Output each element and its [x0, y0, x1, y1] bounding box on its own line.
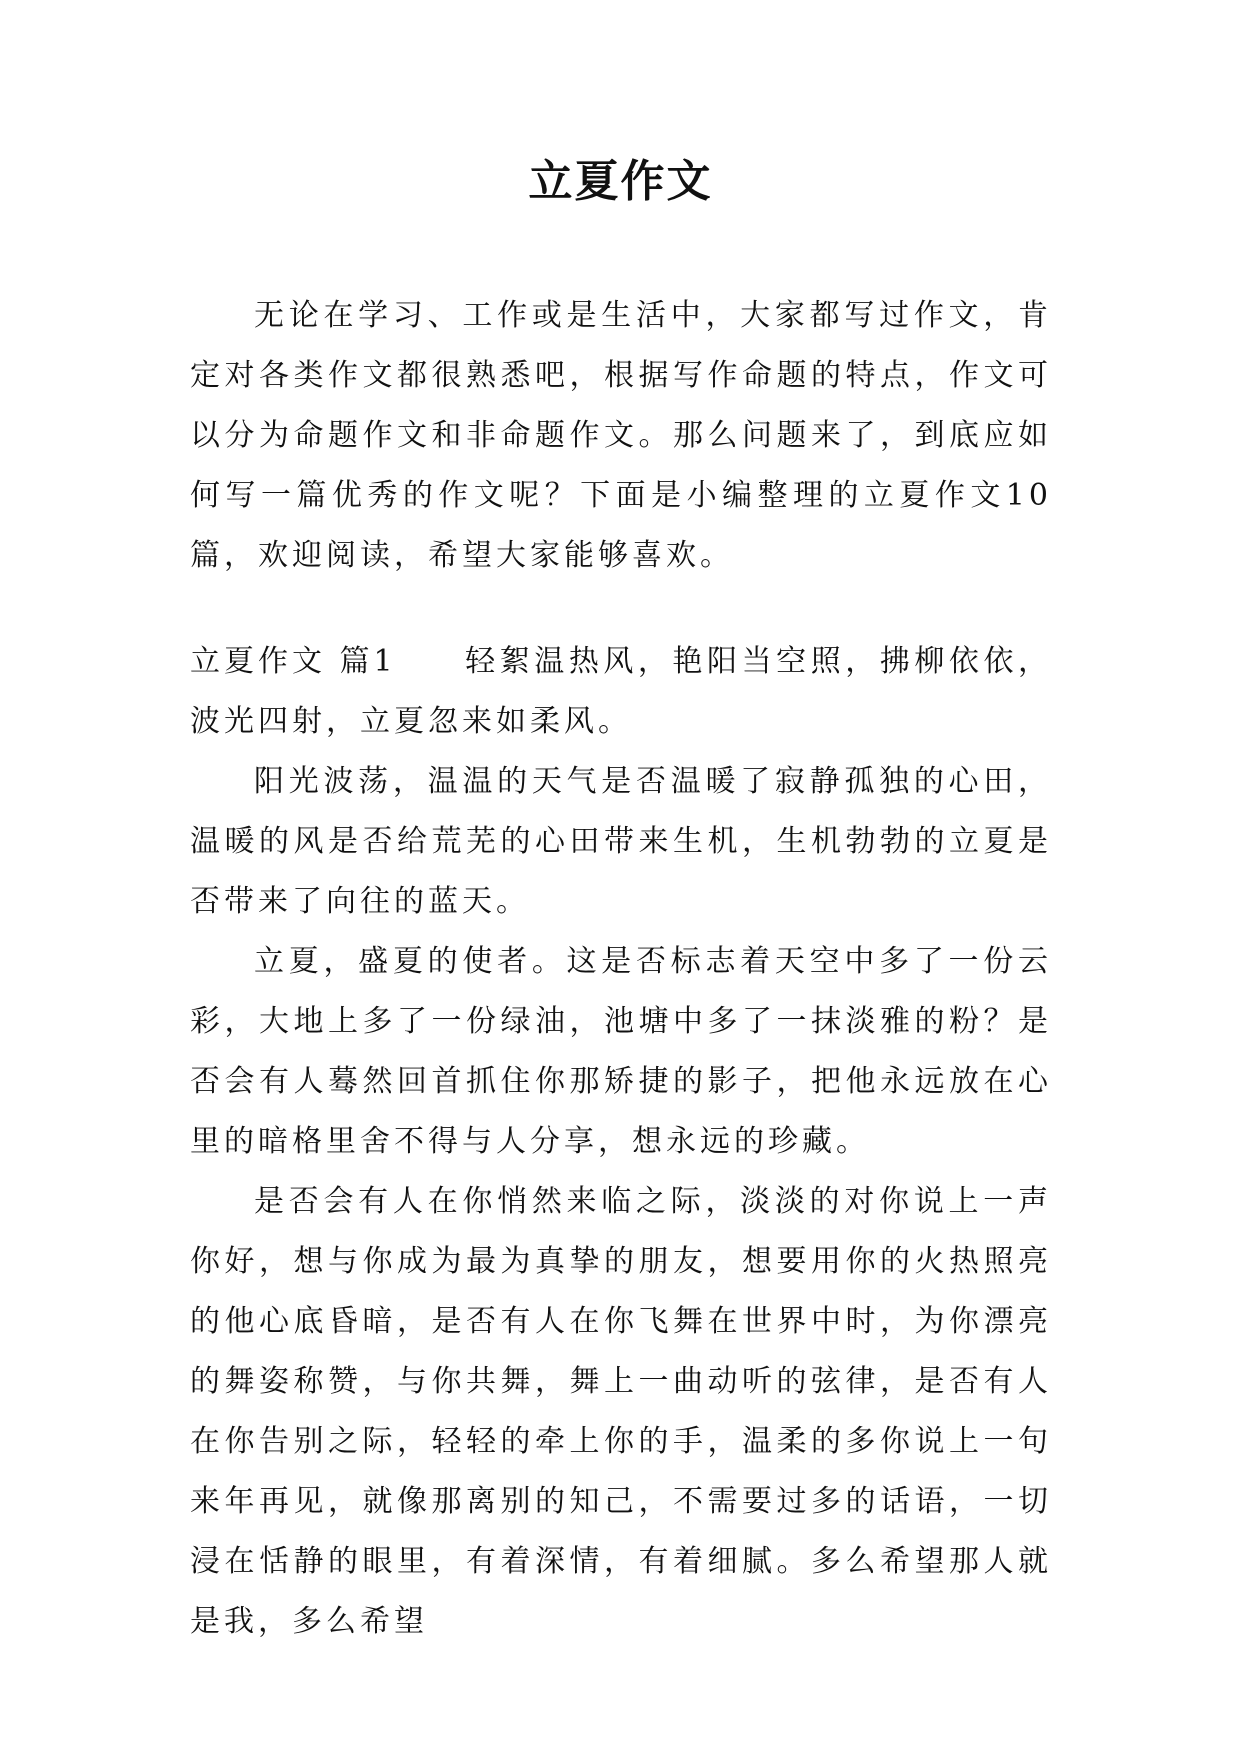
essay-section-1 — [190, 632, 1052, 1652]
essay-paragraph: 立夏，盛夏的使者。这是否标志着天空中多了一份云彩，大地上多了一份绿油，池塘中多了一抹淡雅的粉？是否会有人蓦然回首抓住你那矫捷的影子，把他永远放在心里的暗格里舍不得与人分享，想永远的珍藏。 — [190, 944, 1052, 1159]
essay-first-paragraph — [190, 632, 1052, 752]
essay-paragraph: 阳光波荡，温温的天气是否温暖了寂静孤独的心田，温暖的风是否给荒芜的心田带来生机，生机勃勃的立夏是否带来了向往的蓝天。 — [190, 764, 1052, 919]
essay-heading: 立夏作文 篇1 — [190, 644, 397, 679]
intro-paragraph: 无论在学习、工作或是生活中，大家都写过作文，肯定对各类作文都很熟悉吧，根据写作命题的特点，作文可以分为命题作文和非命题作文。那么问题来了，到底应如何写一篇优秀的作文呢？下面是小编整理的立夏作文10篇，欢迎阅读，希望大家能够喜欢。 — [190, 298, 1052, 573]
intro-section — [190, 286, 1052, 586]
document-title: 立夏作文 — [528, 156, 713, 207]
essay-paragraph: 是否会有人在你悄然来临之际，淡淡的对你说上一声你好，想与你成为最为真挚的朋友，想要用你的火热照亮的他心底昏暗，是否有人在你飞舞在世界中时，为你漂亮的舞姿称赞，与你共舞，舞上一曲动听的弦律，是否有人在你告别之际，轻轻的牵上你的手，温柔的多你说上一句来年再见，就像那离别的知己，不需要过多的话语，一切浸在恬静的眼里，有着深情，有着细腻。多么希望那人就是我，多么希望 — [190, 1184, 1052, 1639]
essay-first-text: 轻絮温热风，艳阳当空照，拂柳依依，波光四射，立夏忽来如柔风。 — [190, 644, 1052, 739]
